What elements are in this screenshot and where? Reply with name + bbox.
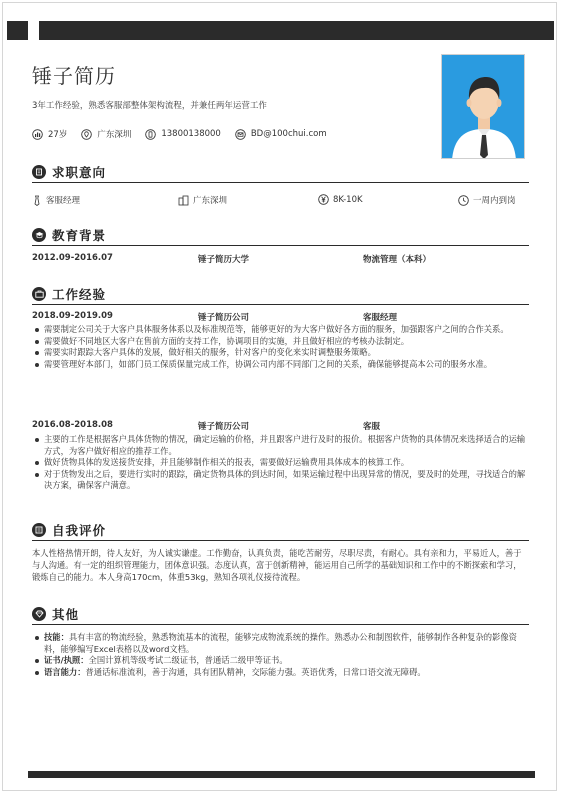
profile-photo bbox=[441, 54, 525, 159]
education-period: 2012.09-2016.07 bbox=[32, 253, 113, 263]
footer-bar bbox=[28, 771, 535, 778]
job-1-duty: 需要做好不同地区大客户在售前方面的支持工作，协调项目的实施，并且做好相应的考核办法制定。 bbox=[32, 336, 529, 348]
other-section-header bbox=[32, 605, 79, 623]
location-icon bbox=[81, 129, 92, 140]
other-section-title: 其他 bbox=[52, 607, 80, 622]
evaluation-section-icon bbox=[32, 523, 46, 537]
other-item-skills bbox=[32, 632, 529, 655]
work-section-title: 工作经验 bbox=[52, 287, 107, 302]
intent-section-icon bbox=[32, 165, 46, 179]
other-item-text: 普通话标准流利，善于沟通，具有团队精神，交际能力强。英语优秀，日常口语交流无障碍。 bbox=[85, 666, 426, 677]
job-2-duty: 做好货物具体的发送接货安排，并且能够制作相关的报表，需要做好运输费用具体成本的核算工作。 bbox=[32, 457, 529, 469]
intent-divider bbox=[32, 182, 529, 183]
intent-salary bbox=[318, 194, 363, 205]
email-icon bbox=[235, 129, 246, 140]
job-2-duty: 对于货物发出之后，要进行实时的跟踪，确定货物具体的到达时间，如果运输过程中出现异常的情况，要及时的处理，寻找适合的解决方案，确保客户满意。 bbox=[32, 469, 529, 492]
job-2-duties bbox=[32, 434, 529, 492]
email-text: BD@100chui.com bbox=[250, 129, 327, 139]
job-1-duty: 需要制定公司关于大客户具体服务体系以及标准规范等，能够更好的为大客户做好各方面的服务，加强跟客户之间的合作关系。 bbox=[32, 324, 529, 336]
age-icon bbox=[32, 129, 43, 140]
phone-item bbox=[145, 129, 221, 140]
job-1-company: 锤子简历公司 bbox=[198, 313, 250, 323]
yuan-icon bbox=[318, 194, 329, 205]
evaluation-text: 本人性格热情开朗，待人友好，为人诚实谦虚。工作勤奋，认真负责，能吃苦耐劳，尽职尽责，有耐心。具有亲和力，平易近人，善于与人沟通。有一定的组织管理能力，团体意识强。态度认真，富于创新精神，能运用自己所学的基础知识和工作中的不断探索和学习，锻炼自己的能力。本人身高170cm，体重53kg，熟知各项礼仪接待流程。 bbox=[32, 548, 522, 582]
intent-location-text: 广东深圳 bbox=[193, 196, 228, 206]
job-1-period: 2018.09-2019.09 bbox=[32, 311, 113, 321]
job-2-role: 客服 bbox=[363, 422, 381, 432]
header-bar-right bbox=[39, 21, 554, 40]
intent-position bbox=[32, 194, 80, 206]
work-section-header bbox=[32, 285, 106, 303]
work-divider bbox=[32, 304, 529, 305]
phone-text: 13800138000 bbox=[161, 129, 221, 139]
phone-icon bbox=[145, 129, 156, 140]
other-divider bbox=[32, 624, 529, 625]
age-text: 27岁 bbox=[48, 130, 68, 140]
city-text: 广东深圳 bbox=[97, 130, 132, 140]
other-item-label: 证书/执照： bbox=[44, 655, 89, 666]
city-item bbox=[81, 128, 131, 140]
education-school: 锤子简历大学 bbox=[198, 255, 250, 265]
job-1-row bbox=[32, 311, 529, 323]
job-1-duties bbox=[32, 324, 529, 370]
other-item-label: 技能： bbox=[44, 632, 69, 642]
diamond-icon bbox=[32, 607, 46, 621]
personal-info-row bbox=[32, 127, 341, 141]
briefcase-icon bbox=[32, 287, 46, 301]
education-row bbox=[32, 253, 529, 265]
other-item-certificates bbox=[32, 655, 529, 667]
job-2-period: 2016.08-2018.08 bbox=[32, 420, 113, 430]
job-1-duty: 需要管理好本部门，如部门员工保质保量完成工作，协调公司内部不同部门之间的关系，确保能够提高本公司的服务水准。 bbox=[32, 359, 529, 371]
intent-arrival-text: 一周内到岗 bbox=[473, 196, 516, 206]
intent-position-text: 客服经理 bbox=[46, 196, 81, 206]
other-item-text: 全国计算机等级考试二级证书，普通话二级甲等证书。 bbox=[88, 655, 288, 666]
job-2-company: 锤子简历公司 bbox=[198, 422, 250, 432]
intent-salary-text: 8K-10K bbox=[333, 194, 363, 205]
email-item bbox=[235, 129, 327, 140]
evaluation-section-header bbox=[32, 521, 106, 539]
education-major: 物流管理（本科） bbox=[363, 255, 432, 265]
clock-icon bbox=[458, 195, 469, 206]
job-1-role: 客服经理 bbox=[363, 313, 398, 323]
intent-section-title: 求职意向 bbox=[52, 165, 107, 180]
evaluation-divider bbox=[32, 540, 529, 541]
intent-location bbox=[178, 194, 227, 206]
education-section-header bbox=[32, 226, 106, 244]
evaluation-section-title: 自我评价 bbox=[52, 523, 107, 538]
other-list bbox=[32, 632, 529, 678]
age-item bbox=[32, 128, 67, 140]
graduation-cap-icon bbox=[32, 228, 46, 242]
resume-name: 锤子简历 bbox=[32, 64, 116, 88]
other-item-language bbox=[32, 667, 529, 679]
other-item-label: 语言能力： bbox=[44, 666, 86, 677]
education-divider bbox=[32, 245, 529, 246]
header-bar-left bbox=[7, 21, 28, 40]
education-section-title: 教育背景 bbox=[52, 228, 107, 243]
building-icon bbox=[178, 195, 189, 206]
tie-icon bbox=[32, 195, 42, 206]
other-item-text: 具有丰富的物流经验，熟悉物流基本的流程，能够完成物流系统的操作。熟悉办公和制图软件，能够制作各种复杂的影像资料，能够编写Excel表格以及word文档。 bbox=[44, 632, 517, 654]
job-2-row bbox=[32, 420, 529, 432]
intent-section-header bbox=[32, 163, 106, 181]
intent-row bbox=[32, 194, 529, 208]
job-1-duty: 需要实时跟踪大客户具体的发展，做好相关的服务，针对客户的变化来实时调整服务策略。 bbox=[32, 347, 529, 359]
intent-arrival bbox=[458, 194, 516, 206]
job-2-duty: 主要的工作是根据客户具体货物的情况，确定运输的价格，并且跟客户进行及时的报价。根据客户货物的具体情况来选择适合的运输方式，为客户做好相应的推荐工作。 bbox=[32, 434, 529, 457]
resume-summary: 3年工作经验，熟悉客服部整体架构流程，并兼任两年运营工作 bbox=[32, 101, 267, 111]
